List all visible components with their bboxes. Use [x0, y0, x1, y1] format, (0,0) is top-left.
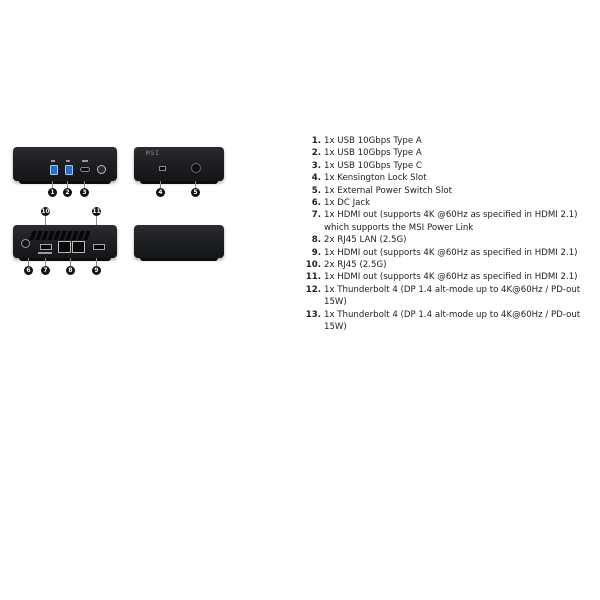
list-item: 12. 1x Thunderbolt 4 (DP 1.4 alt-mode up to 4K@60Hz / PD-out 15W) — [305, 284, 581, 308]
callout-badge-1: 1 — [48, 188, 57, 197]
rear-logo-mark: MSI — [146, 150, 160, 157]
callout-leader — [45, 258, 46, 266]
callout-badge-4: 4 — [156, 188, 165, 197]
callout-badge-8: 8 — [66, 266, 75, 275]
port-label-mark — [82, 160, 88, 162]
callout-leader — [96, 258, 97, 266]
callout-leader — [70, 258, 71, 266]
callout-leader — [84, 181, 85, 188]
list-item: 13. 1x Thunderbolt 4 (DP 1.4 alt-mode up to 4K@60Hz / PD-out 15W) — [305, 309, 581, 333]
callout-badge-6: 6 — [24, 266, 33, 275]
usb-a-port-icon — [50, 165, 58, 175]
callout-badge-9: 9 — [92, 266, 101, 275]
hdmi-port-icon — [93, 244, 105, 250]
callout-badge-5: 5 — [191, 188, 200, 197]
vent-icon — [83, 231, 90, 240]
list-item: 7. 1x HDMI out (supports 4K @60Hz as specified in HDMI 2.1) which supports the MSI Power Link — [311, 210, 578, 233]
port-label-mark — [51, 160, 55, 162]
callout-badge-11: 11 — [92, 208, 101, 215]
device-rear-view — [13, 225, 117, 258]
kensington-slot-icon — [159, 166, 166, 171]
callout-leader — [28, 258, 29, 266]
port-spec-list — [296, 135, 596, 334]
callout-badge-2: 2 — [63, 188, 72, 197]
callout-badge-3: 3 — [80, 188, 89, 197]
usb-c-port-icon — [80, 167, 90, 172]
callout-badge-10: 10 — [41, 208, 50, 215]
list-item: 11. 1x HDMI out (supports 4K @60Hz as specified in HDMI 2.1) — [305, 272, 578, 283]
dc-jack-icon — [21, 239, 30, 248]
rj45-port-icon — [58, 241, 71, 253]
list-item: 5. 1x External Power Switch Slot — [311, 185, 452, 196]
device-front-view — [13, 147, 117, 181]
hdmi-port-icon — [40, 244, 52, 250]
callout-leader — [160, 181, 161, 188]
usb-a-port-icon — [65, 165, 73, 175]
callout-leader — [96, 216, 97, 225]
port-label-mark — [66, 160, 70, 162]
list-item: 6. 1x DC Jack — [311, 198, 371, 209]
list-item: 9. 1x HDMI out (supports 4K @60Hz as specified in HDMI 2.1) — [311, 247, 578, 258]
device-side-view — [134, 147, 224, 181]
list-item: 10. 2x RJ45 (2.5G) — [305, 260, 387, 271]
callout-leader — [45, 216, 46, 225]
rj45-port-icon — [72, 241, 85, 253]
callout-leader — [67, 181, 68, 188]
list-item: 1. 1x USB 10Gbps Type A — [311, 136, 422, 146]
power-button-icon — [97, 165, 106, 174]
power-switch-slot-icon — [191, 163, 201, 173]
list-item: 3. 1x USB 10Gbps Type C — [311, 160, 422, 171]
list-item: 4. 1x Kensington Lock Slot — [311, 173, 427, 184]
list-item: 2. 1x USB 10Gbps Type A — [311, 148, 422, 159]
callout-badge-7: 7 — [41, 266, 50, 275]
device-plain-side-view — [134, 225, 224, 258]
list-item: 8. 2x RJ45 LAN (2.5G) — [311, 235, 407, 246]
callout-leader — [195, 181, 196, 188]
callout-leader — [52, 181, 53, 188]
port-label-mark — [38, 252, 52, 254]
